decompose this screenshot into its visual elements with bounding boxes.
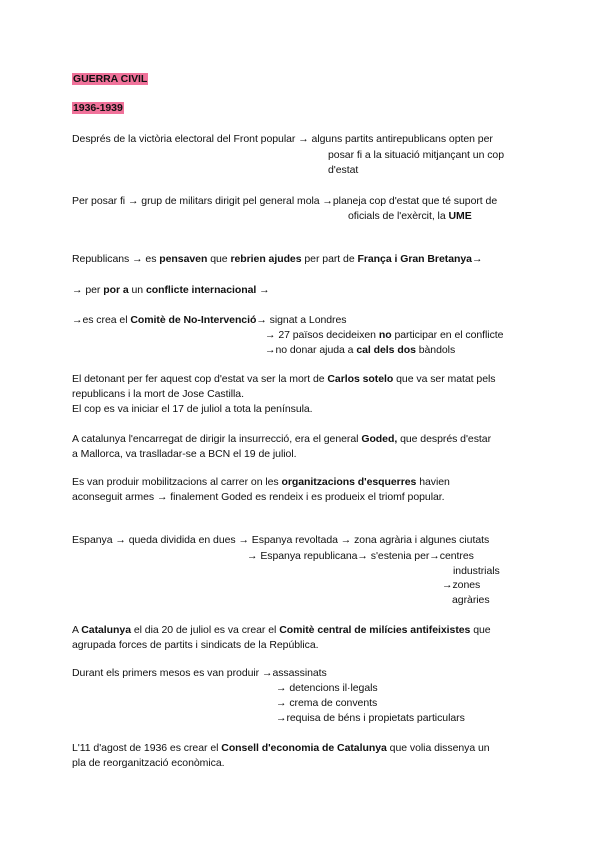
p7-line1 bbox=[72, 432, 491, 446]
p8-line1 bbox=[72, 475, 450, 489]
p11-line1: Durant els primers mesos es van produir →assassinats bbox=[72, 667, 327, 679]
p7-line2: a Mallorca, va traslladar-se a BCN el 19 de juliol. bbox=[72, 448, 297, 460]
date-range: 1936-1939 bbox=[73, 102, 123, 114]
text: A bbox=[72, 624, 82, 636]
text: L'11 d'agost de 1936 es crear el bbox=[72, 742, 222, 754]
text: que volia dissenya un bbox=[386, 742, 490, 754]
text: un bbox=[128, 284, 146, 296]
bold-term: por a bbox=[103, 284, 129, 296]
bold-term: Consell d'economia de Catalunya bbox=[221, 742, 387, 754]
bold-term: Goded, bbox=[361, 433, 398, 445]
text: participar en el conflicte bbox=[391, 329, 504, 341]
text: el dia 20 de juliol es va crear el bbox=[130, 624, 280, 636]
bold-term: conflicte internacional bbox=[145, 284, 257, 296]
p5-line2 bbox=[265, 328, 503, 342]
p11-line3: → crema de convents bbox=[276, 697, 378, 709]
bold-term: Catalunya bbox=[81, 624, 131, 636]
text: Es van produir mobilitzacions al carrer on les bbox=[72, 476, 282, 488]
text: → bbox=[471, 253, 483, 265]
p12-line1 bbox=[72, 741, 490, 755]
text: que va ser matat pels bbox=[393, 373, 496, 385]
p4-line bbox=[72, 283, 270, 297]
p11-line4: →requisa de béns i propietats particulars bbox=[276, 712, 465, 724]
text: que bbox=[207, 253, 231, 265]
p6-line2: republicans i la mort de Jose Castilla. bbox=[72, 388, 244, 400]
text: → 27 països decideixen bbox=[265, 329, 379, 341]
p12-line2: pla de reorganització econòmica. bbox=[72, 757, 225, 769]
text: A catalunya l'encarregat de dirigir la insurrecció, era el general bbox=[72, 433, 362, 445]
text: El detonant per fer aquest cop d'estat va ser la mort de bbox=[72, 373, 328, 385]
text: que bbox=[470, 624, 491, 636]
p9-line1: Espanya → queda dividida en dues → Espanya revoltada → zona agrària i algunes ciutats bbox=[72, 534, 490, 546]
p3-line bbox=[72, 252, 482, 266]
p1-line2: posar fi a la situació mitjançant un cop bbox=[328, 149, 505, 161]
p5-line3 bbox=[265, 343, 455, 357]
p2-line2-text: oficials de l'exèrcit, la bbox=[348, 210, 449, 222]
bold-term: Carlos sotelo bbox=[327, 373, 394, 385]
p6-line3: El cop es va iniciar el 17 de juliol a tota la península. bbox=[72, 403, 313, 415]
bold-term: pensaven bbox=[159, 253, 208, 265]
text: que després d'estar bbox=[397, 433, 492, 445]
p9-line4: →zones bbox=[442, 579, 481, 591]
bold-term: Comitè de No-Intervenció bbox=[130, 314, 257, 326]
bold-term: Comitè central de milícies antifeixistes bbox=[279, 624, 471, 636]
ume-term: UME bbox=[448, 210, 472, 222]
p5-line1 bbox=[72, 313, 347, 327]
page-title: GUERRA CIVIL bbox=[73, 73, 148, 85]
text: per part de bbox=[301, 253, 358, 265]
p9-line2: → Espanya republicana→ s'estenia per→centres bbox=[247, 550, 474, 562]
text: bàndols bbox=[415, 344, 456, 356]
p9-line3: industrials bbox=[453, 565, 500, 577]
p10-line1 bbox=[72, 623, 491, 637]
p2-line2 bbox=[348, 209, 472, 223]
p11-line2: → detencions il·legals bbox=[276, 682, 378, 694]
bold-term: organitzacions d'esquerres bbox=[281, 476, 417, 488]
text: → per bbox=[72, 284, 104, 296]
p9-line5: agràries bbox=[452, 594, 490, 606]
text: → signat a Londres bbox=[256, 314, 347, 326]
p10-line2: agrupada forces de partits i sindicats de la República. bbox=[72, 639, 319, 651]
bold-term: cal dels dos bbox=[356, 344, 416, 356]
text: → bbox=[256, 284, 270, 296]
p6-line1 bbox=[72, 372, 495, 386]
bold-term: no bbox=[378, 329, 392, 341]
p8-line2: aconseguit armes → finalement Goded es rendeix i es produeix el triomf popular. bbox=[72, 491, 445, 503]
text: havien bbox=[416, 476, 450, 488]
text: →es crea el bbox=[72, 314, 131, 326]
p2-line1: Per posar fi → grup de militars dirigit pel general mola →planeja cop d'estat que té suport de bbox=[72, 195, 498, 207]
bold-term: França i Gran Bretanya bbox=[357, 253, 472, 265]
text: Republicans → es bbox=[72, 253, 160, 265]
bold-term: rebrien ajudes bbox=[230, 253, 302, 265]
p1-line1: Després de la victòria electoral del Front popular → alguns partits antirepublicans opten per bbox=[72, 133, 493, 145]
text: →no donar ajuda a bbox=[265, 344, 357, 356]
p1-line3: d'estat bbox=[328, 164, 359, 176]
